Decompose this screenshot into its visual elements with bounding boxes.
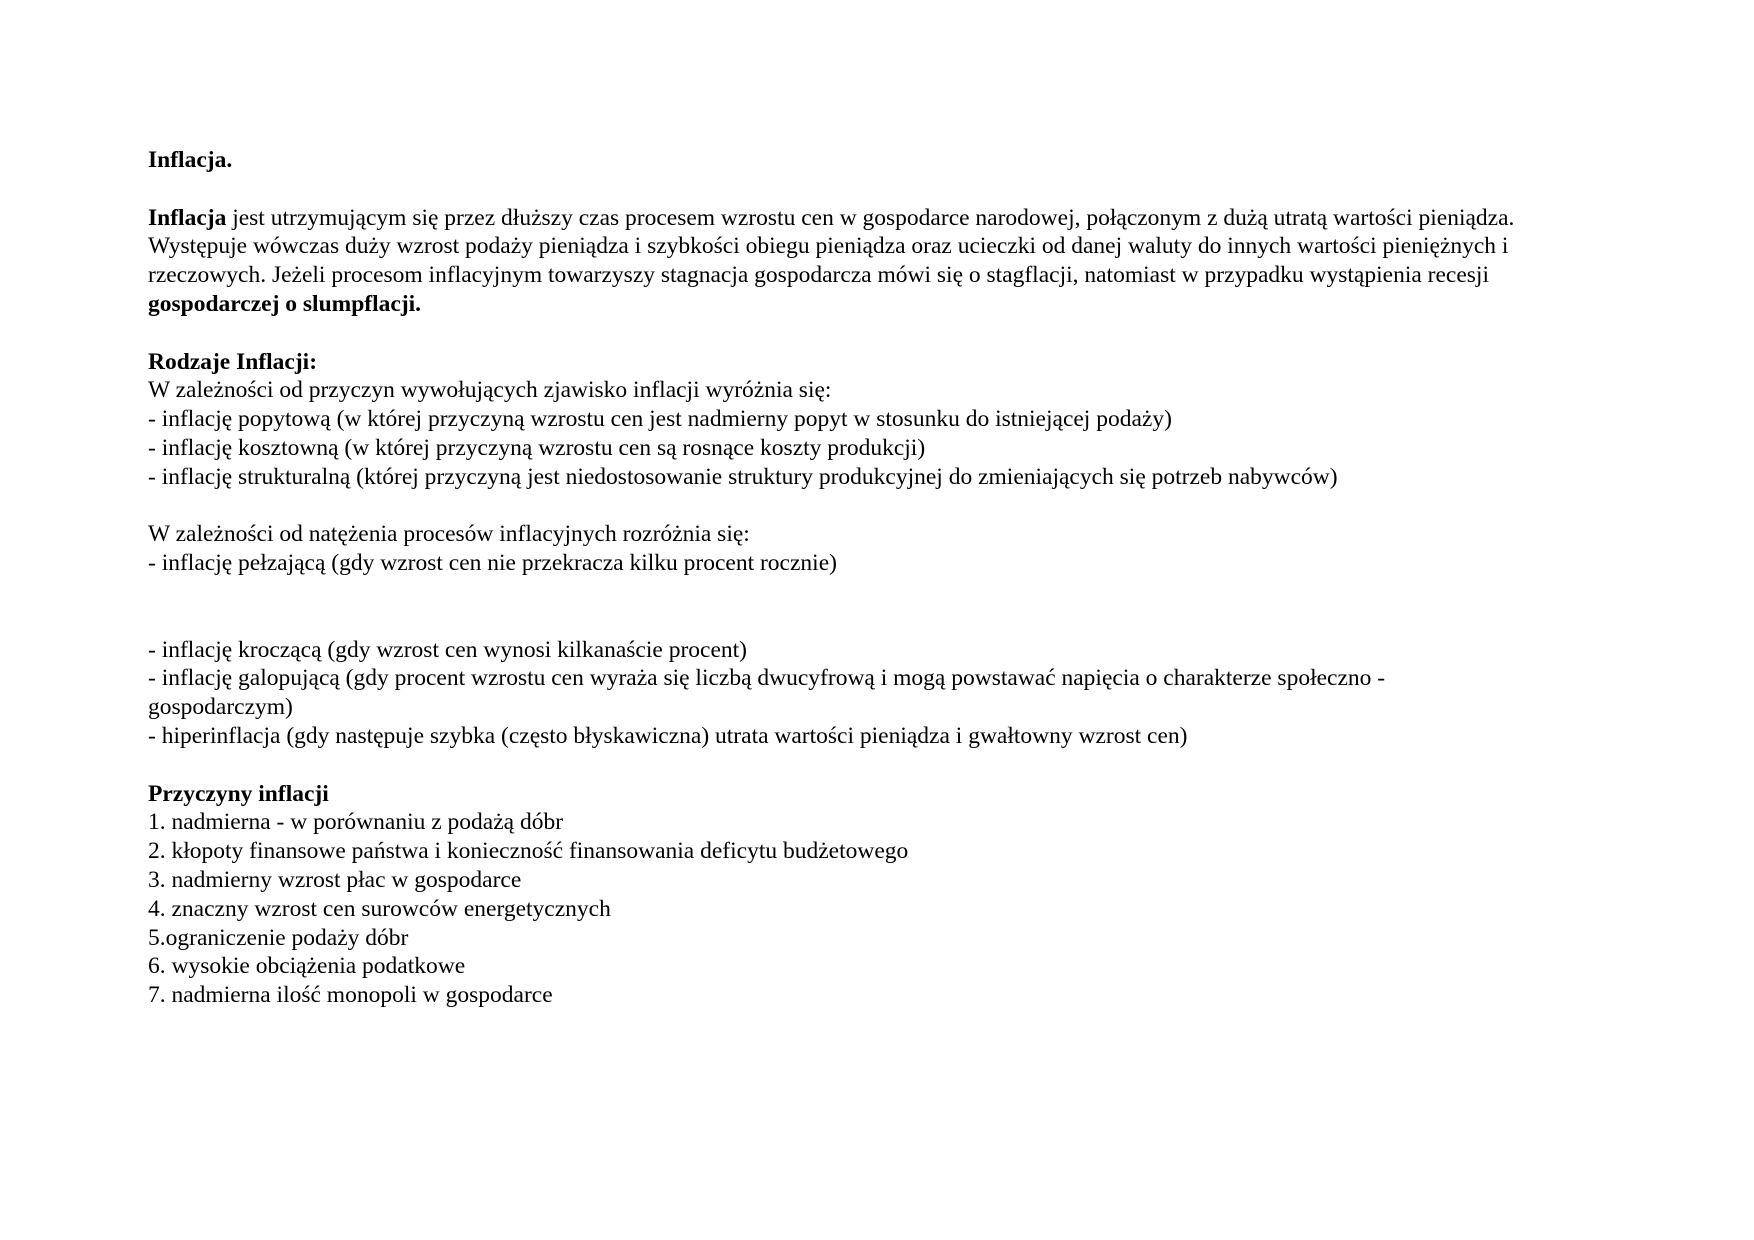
list-item: 1. nadmierna - w porównaniu z podażą dóbr (148, 809, 564, 836)
list-item: 4. znaczny wzrost cen surowców energetycznych (148, 895, 611, 922)
list-item: - inflację kosztowną (w której przyczyną wzrostu cen są rosnące koszty produkcji) (148, 434, 926, 461)
list-item: 5.ograniczenie podaży dóbr (148, 924, 409, 951)
list-item: 3. nadmierny wzrost płac w gospodarce (148, 866, 522, 893)
by-intensity-intro: W zależności od natężenia procesów inflacyjnych rozróżnia się: (148, 521, 750, 548)
causes-heading: Przyczyny inflacji (148, 780, 329, 807)
types-section (148, 348, 1598, 751)
list-item: - inflację strukturalną (której przyczyną jest niedostosowanie struktury produkcyjnej do zmieniających się potrzeb nabywców) (148, 463, 1338, 490)
by-cause-intro: W zależności od przyczyn wywołujących zjawisko inflacji wyróżnia się: (148, 377, 832, 404)
list-item: - hiperinflacja (gdy następuje szybka (często błyskawiczna) utrata wartości pieniądza i gwałtowny wzrost cen) (148, 722, 1188, 749)
list-item: - inflację kroczącą (gdy wzrost cen wynosi kilkanaście procent) (148, 636, 747, 663)
document-title: Inflacja. (148, 147, 233, 173)
list-item: - inflację pełzającą (gdy wzrost cen nie przekracza kilku procent rocznie) (148, 550, 837, 577)
types-heading: Rodzaje Inflacji: (148, 348, 318, 375)
spacer (148, 751, 1598, 780)
list-item: 2. kłopoty finansowe państwa i konieczność finansowania deficytu budżetowego (148, 838, 909, 865)
intro-paragraph (148, 204, 1598, 319)
list-item: 6. wysokie obciążenia podatkowe (148, 953, 466, 980)
list-item: - inflację popytową (w której przyczyną wzrostu cen jest nadmierny popyt w stosunku do istniejącej podaży) (148, 406, 1172, 433)
intro-text-bold: gospodarczej o slumpflacji. (148, 290, 422, 317)
intro-term: Inflacja (148, 204, 227, 231)
list-item: 7. nadmierna ilość monopoli w gospodarce (148, 982, 553, 1009)
document-page (148, 146, 1598, 1010)
list-item: - inflację galopującą (gdy procent wzrostu cen wyraża się liczbą dwucyfrową i mogą powstawać napięcia o charakterze społeczno - gospodarczym) (148, 665, 1386, 721)
intro-text: jest utrzymującym się przez dłuższy czas procesem wzrostu cen w gospodarce narodowej, połączonym z dużą utratą wartości pieniądza. Występuje wówczas duży wzrost podaży pieniądza i szybkości obiegu pieniądza oraz ucieczki od danej waluty do innych wartości pieniężnych i rzeczowych. Jeżeli procesom inflacyjnym towarzyszy stagnacja gospodarcza mówi się o stagflacji, natomiast w przypadku wystąpienia recesji (148, 204, 1515, 289)
spacer (148, 492, 1598, 521)
spacer (148, 578, 1598, 636)
causes-section (148, 780, 1598, 1010)
